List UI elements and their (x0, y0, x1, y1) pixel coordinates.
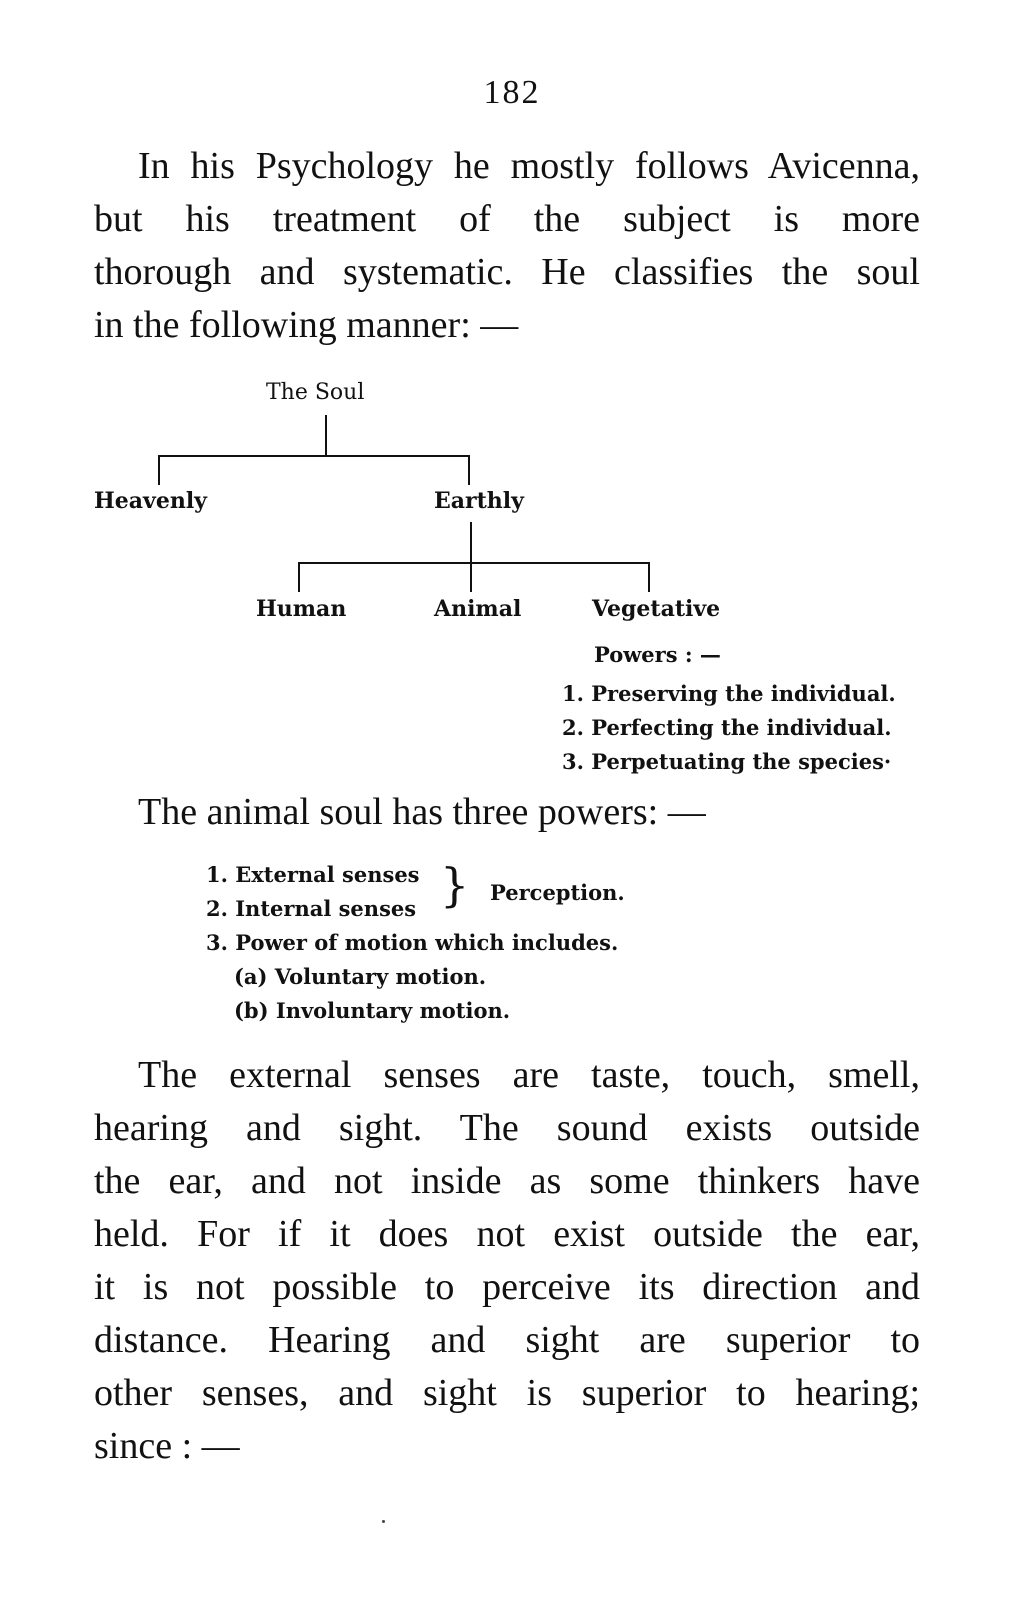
paragraph-line: held. For if it does not exist outside the ear, (94, 1213, 920, 1255)
tree-connector (468, 455, 470, 485)
tree-connector (325, 415, 327, 455)
tree-node-vegetative: Vegetative (592, 596, 721, 622)
paragraph-line: other senses, and sight is superior to hearing; (94, 1372, 920, 1414)
tree-connector (298, 562, 300, 592)
paragraph-line: In his Psychology he mostly follows Avicenna, (138, 145, 920, 187)
paragraph-line: hearing and sight. The sound exists outside (94, 1107, 920, 1149)
intro-paragraph (94, 140, 920, 352)
paragraph-line: distance. Hearing and sight are superior to (94, 1319, 920, 1361)
tree-connector (470, 562, 472, 592)
vegetative-power-item: 3. Perpetuating the species· (562, 749, 892, 774)
vegetative-power-item: 2. Perfecting the individual. (562, 715, 892, 740)
tree-node-root: The Soul (266, 380, 365, 405)
page-number: 182 (483, 74, 541, 111)
paragraph-line: thorough and systematic. He classifies the soul (94, 251, 920, 293)
print-speck (382, 1520, 385, 1523)
animal-soul-heading: The animal soul has three powers: — (138, 791, 706, 833)
animal-power-item: 3. Power of motion which includes. (206, 930, 619, 955)
tree-connector (158, 455, 470, 457)
animal-power-subitem: (a) Voluntary motion. (234, 964, 487, 989)
tree-node-human: Human (256, 596, 347, 622)
paragraph-line: but his treatment of the subject is more (94, 198, 920, 240)
tree-connector (648, 562, 650, 592)
paragraph-line: since : — (94, 1425, 240, 1467)
perception-brace: } (440, 858, 470, 912)
paragraph-line: in the following manner: — (94, 304, 519, 346)
tree-node-heavenly: Heavenly (94, 488, 207, 514)
vegetative-powers-heading: Powers : — (594, 642, 721, 667)
tree-connector (158, 455, 160, 485)
closing-paragraph (94, 1049, 920, 1473)
animal-power-subitem: (b) Involuntary motion. (234, 998, 511, 1023)
perception-label: Perception. (490, 880, 625, 905)
animal-power-item: 1. External senses (206, 862, 420, 887)
paragraph-line: The external senses are taste, touch, smell, (138, 1054, 920, 1096)
tree-connector (470, 522, 472, 562)
vegetative-power-item: 1. Preserving the individual. (562, 681, 896, 706)
paragraph-line: it is not possible to perceive its direction and (94, 1266, 920, 1308)
tree-node-animal: Animal (434, 596, 522, 622)
animal-power-item: 2. Internal senses (206, 896, 417, 921)
tree-connector (298, 562, 650, 564)
paragraph-line: the ear, and not inside as some thinkers have (94, 1160, 920, 1202)
tree-node-earthly: Earthly (434, 488, 524, 514)
